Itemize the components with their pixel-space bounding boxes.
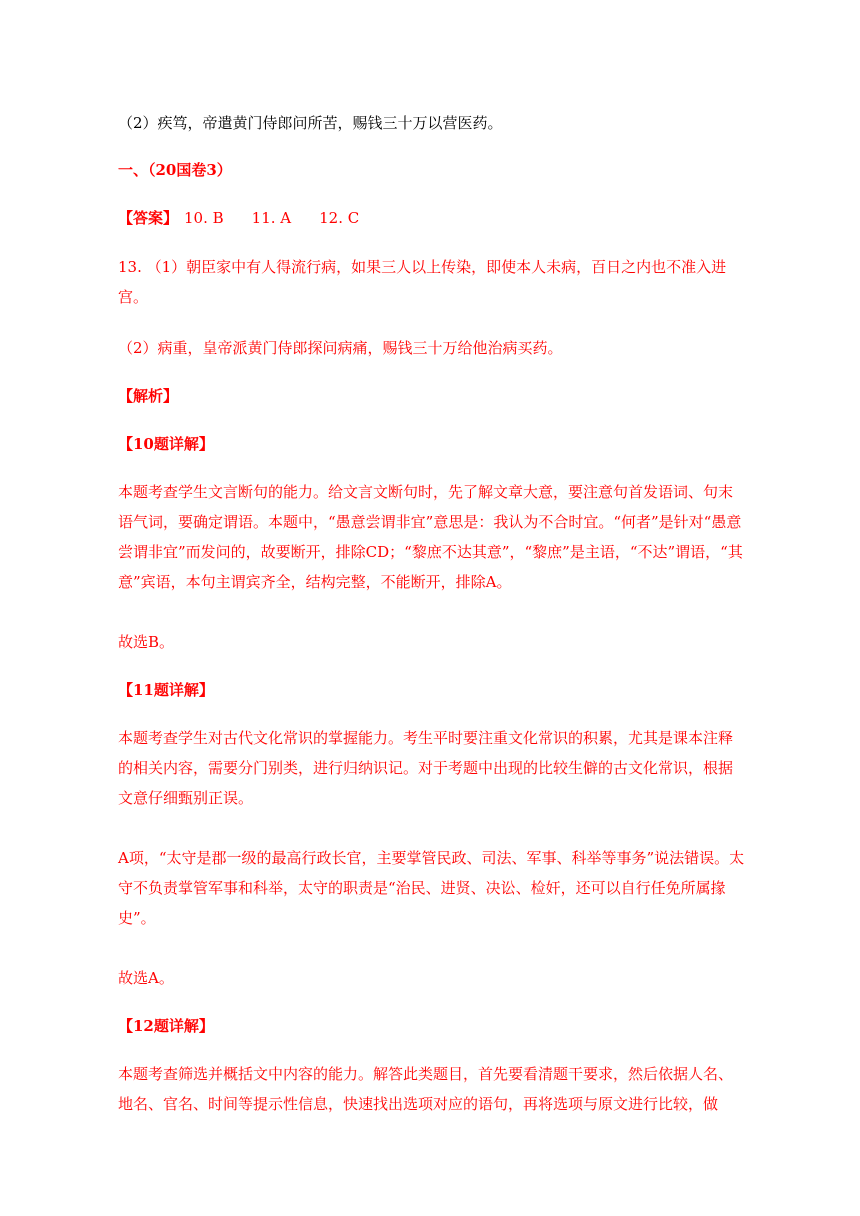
- q13-translation-1: 13. （1）朝臣家中有人得流行病，如果三人以上传染，即使本人未病，百日之内也不准入进宫。: [118, 258, 727, 306]
- analysis-label: 【解析】: [118, 387, 179, 405]
- q12-detail-label: 【12题详解】: [118, 1017, 214, 1035]
- q10-detail-label: 【10题详解】: [118, 435, 214, 453]
- answer-12: 12. C: [319, 209, 360, 227]
- answer-10: 10. B: [184, 209, 224, 227]
- answer-row: [118, 203, 359, 233]
- answer-label: 【答案】: [118, 209, 179, 227]
- q12-detail-text: 本题考查筛选并概括文中内容的能力。解答此类题目，首先要看清题干要求，然后依据人名、地名、官名、时间等提示性信息，快速找出选项对应的语句，再将选项与原文进行比较，做: [118, 1065, 734, 1113]
- q11-detail-text: 本题考查学生对古代文化常识的掌握能力。考生平时要注重文化常识的积累，尤其是课本注释的相关内容，需要分门别类，进行归纳识记。对于考题中出现的比较生僻的古文化常识，根据文意仔细甄别正误。: [118, 729, 734, 807]
- section-heading: 一、（20国卷3）: [118, 161, 232, 179]
- translation-line-2-original: （2）疾笃，帝遣黄门侍郎问所苦，赐钱三十万以营医药。: [118, 114, 503, 132]
- q10-conclusion: 故选B。: [118, 633, 175, 651]
- q11-option-a-analysis: A项，“太守是郡一级的最高行政长官，主要掌管民政、司法、军事、科举等事务”说法错误。太守不负责掌管军事和科举，太守的职责是“治民、进贤、决讼、检奸，还可以自行任免所属掾史”。: [118, 849, 745, 927]
- q10-detail-text: 本题考查学生文言断句的能力。给文言文断句时，先了解文章大意，要注意句首发语词、句末语气词，要确定谓语。本题中，“愚意尝谓非宜”意思是：我认为不合时宜。“何者”是针对“愚意尝谓非宜”而发问的，故要断开，排除CD；“黎庶不达其意”，“黎庶”是主语，“不达”谓语，“其意”宾语，本句主谓宾齐全，结构完整，不能断开，排除A。: [118, 483, 743, 591]
- q11-detail-label: 【11题详解】: [118, 681, 214, 699]
- q13-translation-2: （2）病重，皇帝派黄门侍郎探问病痛，赐钱三十万给他治病买药。: [118, 339, 563, 357]
- q11-conclusion: 故选A。: [118, 969, 174, 987]
- answer-11: 11. A: [251, 209, 292, 227]
